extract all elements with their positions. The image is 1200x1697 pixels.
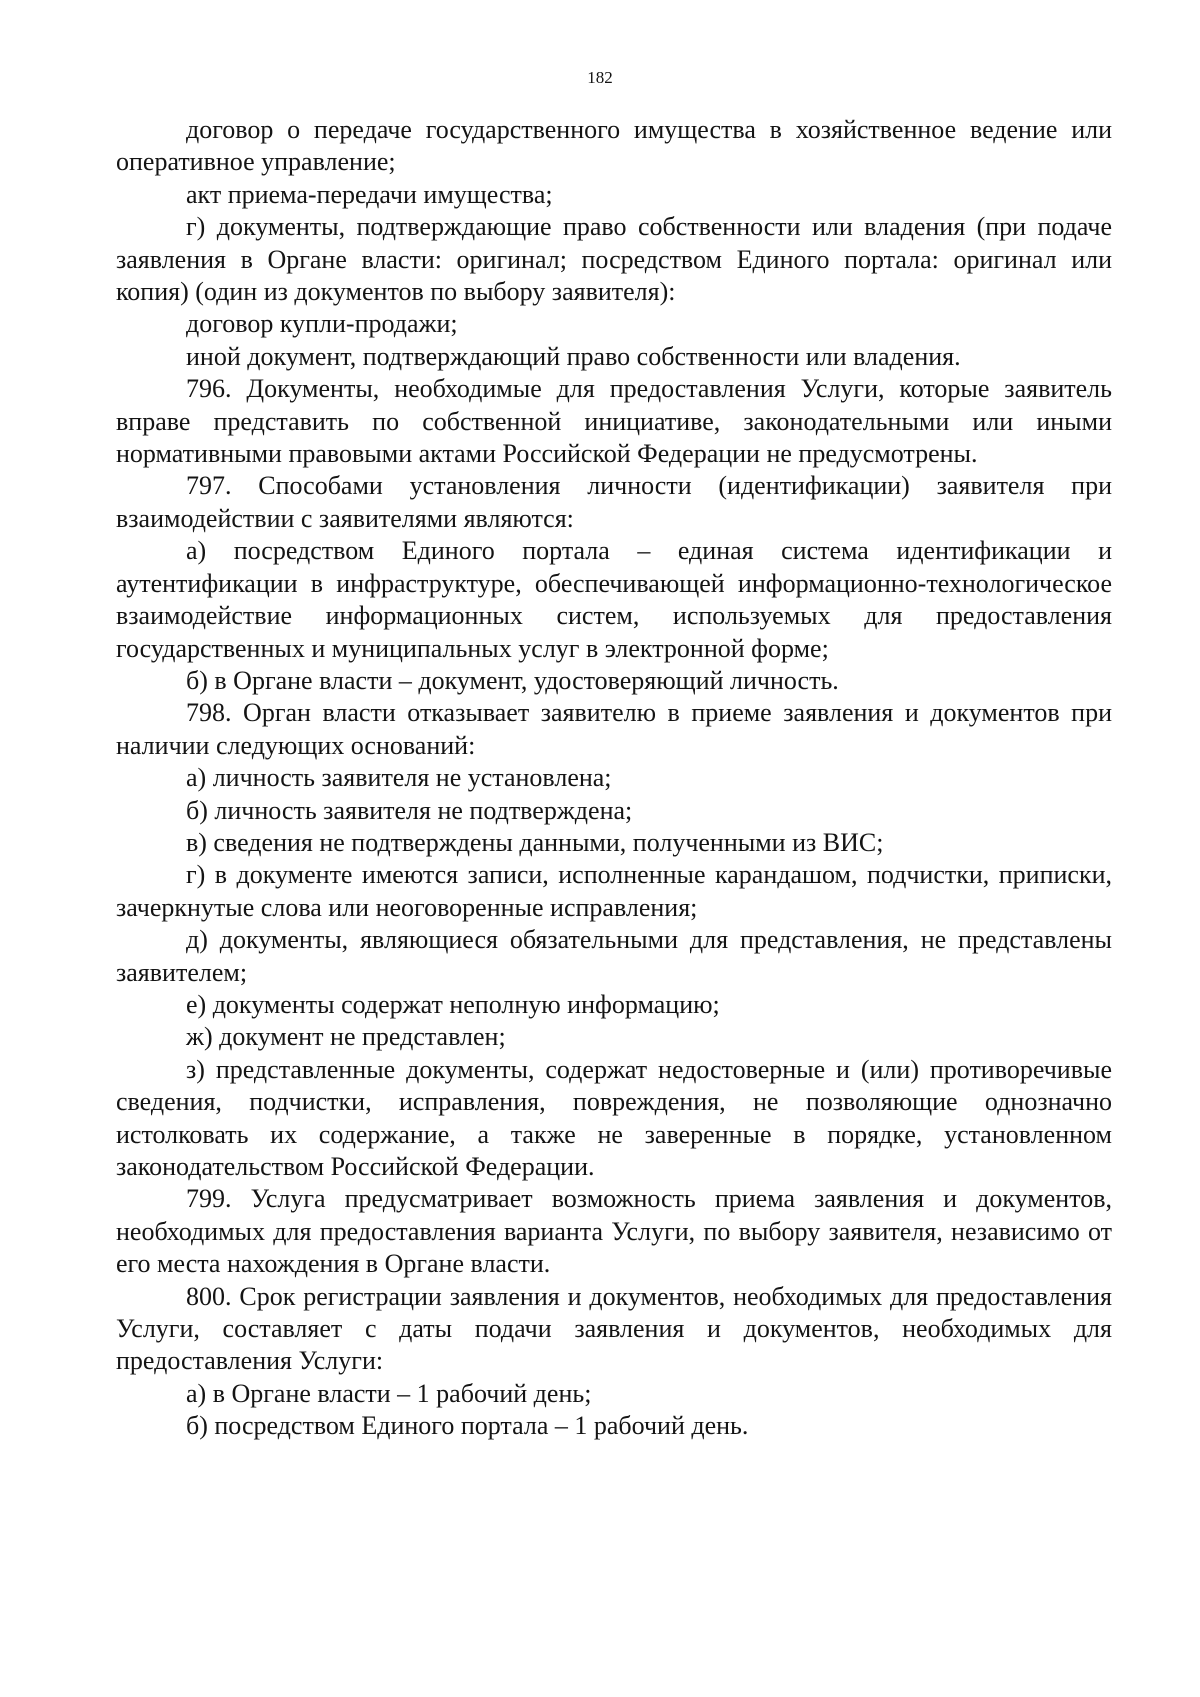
paragraph: б) посредством Единого портала – 1 рабочий день. xyxy=(186,1411,749,1441)
paragraph: г) документы, подтверждающие право собственности или владения (при подаче заявления в Органе власти: оригинал; посредством Единого портала: оригинал или копия) (один из документов по выбору заявителя): xyxy=(116,212,1112,307)
page-number: 182 xyxy=(587,68,613,87)
paragraph: иной документ, подтверждающий право собственности или владения. xyxy=(186,341,961,371)
paragraph-796: 796. Документы, необходимые для предоставления Услуги, которые заявитель вправе представить по собственной инициативе, законодательными или иными нормативными правовыми актами Российской Федерации не предусмотрены. xyxy=(116,374,1112,469)
paragraph: в) сведения не подтверждены данными, полученными из ВИС; xyxy=(186,827,884,857)
paragraph: договор купли-продажи; xyxy=(186,309,458,339)
paragraph: договор о передаче государственного имущества в хозяйственное ведение или оперативное управление; xyxy=(116,115,1112,177)
paragraph-797: 797. Способами установления личности (идентификации) заявителя при взаимодействии с заявителями являются: xyxy=(116,471,1112,533)
paragraph: а) посредством Единого портала – единая система идентификации и аутентификации в инфраструктуре, обеспечивающей информационно-технологическое взаимодействие информационных систем, используемых для предоставления государственных и муниципальных услуг в электронной форме; xyxy=(116,536,1112,663)
paragraph: б) личность заявителя не подтверждена; xyxy=(186,795,633,825)
paragraph: г) в документе имеются записи, исполненные карандашом, подчистки, приписки, зачеркнутые слова или неоговоренные исправления; xyxy=(116,860,1112,922)
paragraph: з) представленные документы, содержат недостоверные и (или) противоречивые сведения, подчистки, исправления, повреждения, не позволяющие однозначно истолковать их содержание, а также не заверенные в порядке, установленном законодательством Российской Федерации. xyxy=(116,1054,1112,1181)
paragraph-800: 800. Срок регистрации заявления и документов, необходимых для предоставления Услуги, составляет с даты подачи заявления и документов, необходимых для предоставления Услуги: xyxy=(116,1281,1112,1376)
paragraph: акт приема-передачи имущества; xyxy=(186,179,553,209)
paragraph-798: 798. Орган власти отказывает заявителю в приеме заявления и документов при наличии следующих оснований: xyxy=(116,698,1112,760)
paragraph: а) личность заявителя не установлена; xyxy=(186,763,612,793)
document-body xyxy=(116,114,1112,1443)
paragraph: е) документы содержат неполную информацию; xyxy=(186,989,720,1019)
paragraph: б) в Органе власти – документ, удостоверяющий личность. xyxy=(186,665,839,695)
paragraph: ж) документ не представлен; xyxy=(186,1022,506,1052)
paragraph: д) документы, являющиеся обязательными для представления, не представлены заявителем; xyxy=(116,925,1112,987)
paragraph-799: 799. Услуга предусматривает возможность приема заявления и документов, необходимых для предоставления варианта Услуги, по выбору заявителя, независимо от его места нахождения в Органе власти. xyxy=(116,1184,1112,1279)
paragraph: а) в Органе власти – 1 рабочий день; xyxy=(186,1378,592,1408)
